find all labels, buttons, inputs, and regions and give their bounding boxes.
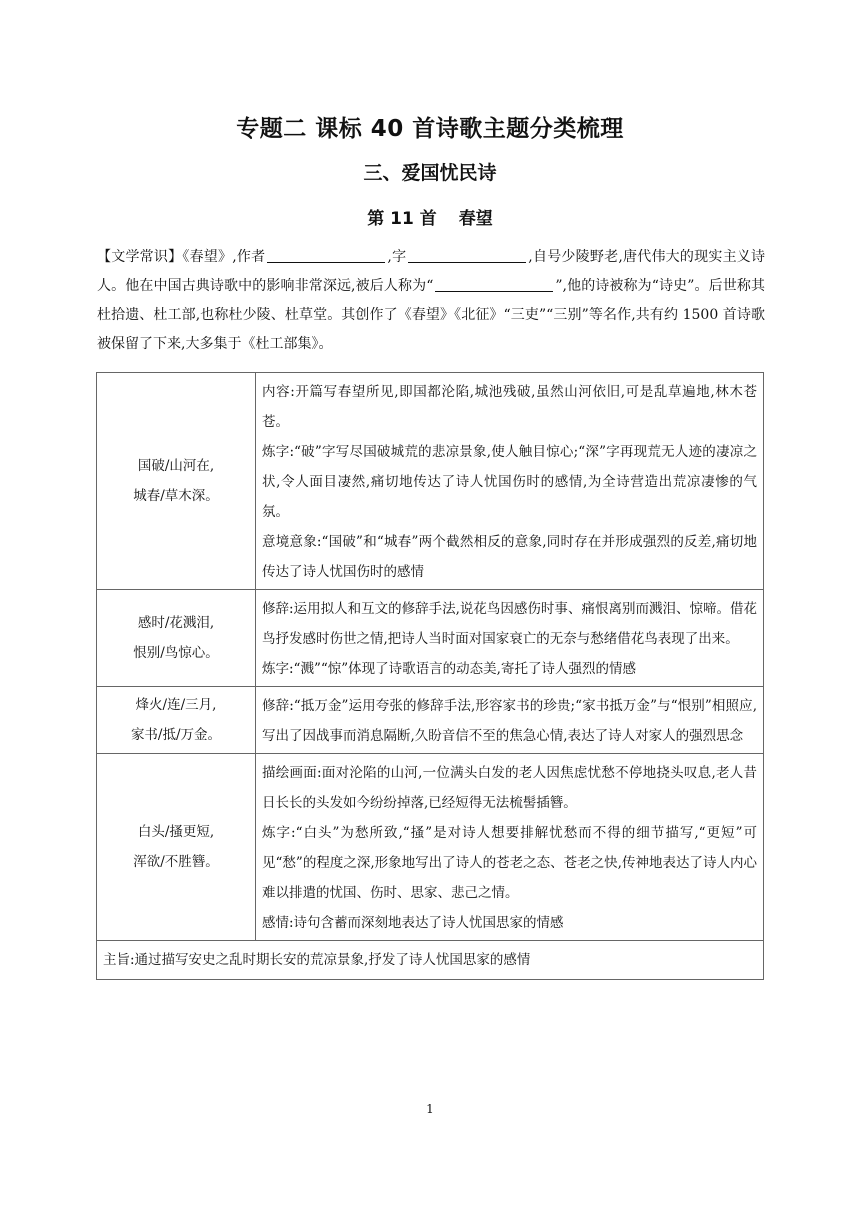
intro-text-1: 《春望》,作者 [182, 249, 266, 265]
analysis-note: 感情:诗句含蓄而深刻地表达了诗人忧国思家的情感 [262, 915, 564, 931]
analysis-note: 意境意象:“国破”和“城春”两个截然相反的意象,同时存在并形成强烈的反差,痛切地传达了诗人忧国伤时的感情 [262, 534, 757, 580]
verse-cell [97, 687, 256, 754]
honorific-blank [435, 277, 553, 292]
author-blank [267, 248, 385, 263]
verse-line: 恨别/鸟惊心。 [133, 645, 219, 661]
table-row [97, 590, 764, 687]
verse-line: 感时/花溅泪, [137, 615, 215, 631]
verse-line: 浑欲/不胜簪。 [133, 854, 219, 870]
analysis-note: 描绘画面:面对沦陷的山河,一位满头白发的老人因焦虑忧愁不停地挠头叹息,老人昔日长长的头发如今纷纷掉落,已经短得无法梳髻插簪。 [262, 765, 757, 811]
poem-analysis-table [96, 372, 764, 980]
poem-number: 第 11 首 [367, 209, 437, 229]
analysis-cell [256, 373, 764, 590]
analysis-cell [256, 590, 764, 687]
poem-heading [0, 204, 860, 229]
intro-text-3: ,自号少陵野老,唐代伟大的现实主义诗人。他在中国古典诗歌中的影响非常深远,被后人称为“ [97, 249, 766, 294]
poem-title: 春望 [458, 209, 493, 229]
summary-row [97, 941, 764, 980]
analysis-note: 修辞:运用拟人和互文的修辞手法,说花鸟因感伤时事、痛恨离别而溅泪、惊啼。借花鸟抒发感时伤世之情,把诗人当时面对国家衰亡的无奈与愁绪借花鸟表现了出来。 [262, 601, 757, 647]
verse-cell [97, 373, 256, 590]
verse-line: 国破/山河在, [137, 458, 215, 474]
verse-cell [97, 590, 256, 687]
intro-text-2: ,字 [387, 249, 407, 265]
analysis-cell [256, 754, 764, 941]
analysis-note: 炼字:“溅”“惊”体现了诗歌语言的动态美,寄托了诗人强烈的情感 [262, 661, 636, 677]
verse-line: 家书/抵/万金。 [130, 727, 222, 743]
intro-text-4: ”,他的诗被称为“诗史”。后世称其杜拾遗、杜工部,也称杜少陵、杜草堂。其创作了《春望》《北征》“三吏”“三别”等名作,共有约 1500 首诗歌被保留了下来,大多集于《杜工部集》。 [97, 278, 765, 352]
analysis-cell [256, 687, 764, 754]
table-row [97, 373, 764, 590]
verse-line: 烽火/连/三月, [135, 697, 217, 713]
page-title: 专题二 课标 40 首诗歌主题分类梳理 [236, 116, 624, 142]
analysis-note: 炼字:“白头”为愁所致,“搔”是对诗人想要排解忧愁而不得的细节描写,“更短”可见“愁”的程度之深,形象地写出了诗人的苍老之态、苍老之快,传神地表达了诗人内心难以排遣的忧国、伤时、思家、悲己之情。 [262, 825, 757, 901]
verse-cell [97, 754, 256, 941]
literary-knowledge-paragraph [97, 243, 765, 359]
theme-summary: 主旨:通过描写安史之乱时期长安的荒凉景象,抒发了诗人忧国思家的感情 [97, 941, 764, 980]
verse-line: 白头/搔更短, [137, 824, 215, 840]
analysis-note: 修辞:“抵万金”运用夸张的修辞手法,形容家书的珍贵;“家书抵万金”与“恨别”相照应,写出了因战事而消息隔断,久盼音信不至的焦急心情,表达了诗人对家人的强烈思念 [262, 698, 757, 744]
page-number: 1 [426, 1102, 434, 1116]
table-row [97, 687, 764, 754]
verse-line: 城春/草木深。 [133, 488, 219, 504]
analysis-note: 炼字:“破”字写尽国破城荒的悲凉景象,使人触目惊心;“深”字再现荒无人迹的凄凉之状,令人面目凄然,痛切地传达了诗人忧国伤时的感情,为全诗营造出荒凉凄惨的气氛。 [262, 444, 757, 520]
analysis-note: 内容:开篇写春望所见,即国都沦陷,城池残破,虽然山河依旧,可是乱草遍地,林木苍苍。 [262, 384, 757, 430]
courtesy-name-blank [408, 248, 526, 263]
table-row [97, 754, 764, 941]
section-subtitle: 三、爱国忧民诗 [363, 162, 497, 184]
literary-knowledge-tag: 【文学常识】 [97, 249, 183, 265]
